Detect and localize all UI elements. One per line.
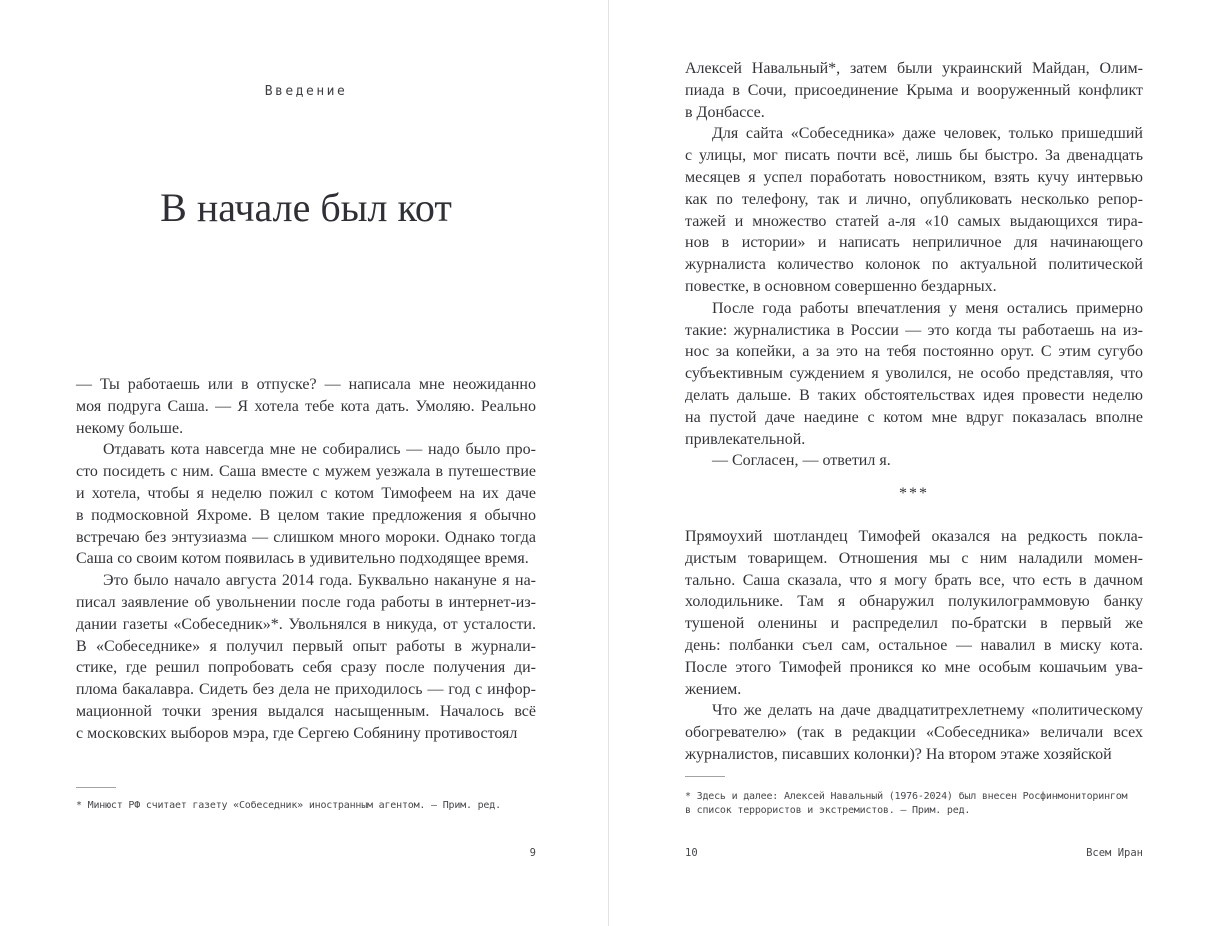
footer-left-page (76, 847, 536, 859)
text-line: в подмосковной Яхроме. В целом такие предложения я обычно (76, 506, 536, 524)
text-line: некому больше. (76, 419, 184, 437)
text-line: привлекательной. (685, 430, 806, 448)
text-line: тушеной оленины и распределил по-братски в первый же (685, 615, 1143, 633)
text-line: как по телефону, так и лично, опубликовать несколько репор- (685, 190, 1143, 208)
text-line: После года работы впечатления у меня остались примерно (712, 299, 1143, 317)
footnote-line: * Минюст РФ считает газету «Собеседник» иностранным агентом. — Прим. ред. (76, 800, 501, 811)
text-line: тажей и множество статей а-ля «10 самых выдающихся тира- (685, 212, 1143, 230)
footnote-left (76, 799, 536, 813)
text-line: журналиста количество колонок по актуальной политической (685, 256, 1143, 274)
text-line: моя подруга Саша. — Я хотела тебе кота дать. Умоляю. Реально (76, 397, 536, 415)
text-line: в Донбассе. (685, 103, 765, 121)
text-line: холодильнике. Там я обнаружил полукилограммовую банку (685, 593, 1143, 611)
page-number-left-page: 9 (529, 847, 536, 859)
text-line: нос за копейки, а за это на тебя постоянно орут. С этим сугубо (685, 343, 1143, 361)
text-line: Отдавать кота навсегда мне не собирались — надо было про- (103, 441, 536, 459)
text-line: с улицы, мог писать почти всё, лишь бы быстро. За двенадцать (685, 147, 1143, 165)
text-line: сто посидеть с ним. Саша вместе с мужем уезжала в путешествие (76, 463, 536, 481)
text-line: Саша со своим котом появилась в удивительно подходящее время. (76, 550, 529, 568)
text-line: мационной точки зрения выдался насыщенным. Началось всё (76, 702, 536, 720)
text-line: встречаю без энтузиазма — слишком много мороки. Однако тогда (76, 528, 536, 546)
text-line: месяцев я успел поработать новостником, взять кучу интервью (685, 168, 1143, 186)
text-line: В «Собеседнике» я получил первый опыт работы в журнали- (76, 637, 536, 655)
text-line: делать дальше. В таких обстоятельствах идея провести неделю (685, 386, 1143, 404)
section-separator: *** (899, 485, 929, 503)
text-line: — Согласен, — ответил я. (712, 452, 891, 470)
text-line: тально. Саша сказала, что я могу брать все, что есть в дачном (685, 571, 1143, 589)
text-line: на пустой даче наедине с котом мне вдруг показалась вполне (685, 408, 1143, 426)
text-line: плома бакалавра. Сидеть без дела не приходилось — год с инфор- (76, 681, 536, 699)
text-line: повестке, в основном совершенно бездарных. (685, 277, 997, 295)
text-line: — Ты работаешь или в отпуске? — написала мне неожиданно (76, 376, 536, 393)
text-line: обогревателю» (так в редакции «Собеседника» величали всех (685, 724, 1143, 742)
footnote-right (685, 790, 1143, 818)
body-text-left (76, 374, 536, 745)
text-line: пиада в Сочи, присоединение Крыма и вооруженный конфликт (685, 81, 1143, 99)
text-line: стике, где решил попробовать себя сразу после получения ди- (76, 659, 536, 677)
text-line: субъективным суждением я уволился, не особо представляя, что (685, 365, 1143, 383)
chapter-kicker: Введение (264, 84, 348, 99)
text-line: Алексей Навальный*, затем были украинский Майдан, Олим- (685, 60, 1143, 77)
running-title: Всем Иран (1086, 847, 1143, 859)
text-line: такие: журналистика в России — это когда ты работаешь на из- (685, 321, 1143, 339)
chapter-title: В начале был кот (160, 185, 452, 230)
text-line: Для сайта «Собеседника» даже человек, только пришедший (712, 125, 1143, 143)
text-line: писал заявление об увольнении после года работы в интернет-из- (76, 593, 536, 611)
body-text-right (685, 58, 1143, 766)
text-line: с московских выборов мэра, где Сергею Собянину противостоял (76, 724, 518, 742)
footnote-rule-right (685, 776, 725, 777)
footer-right-page (685, 847, 1143, 859)
page-left (76, 0, 536, 926)
text-line: дистым товарищем. Отношения мы с ним наладили момен- (685, 549, 1143, 567)
text-line: Что же делать на даче двадцатитрехлетнему «политическому (712, 702, 1143, 720)
text-line: журналистов, писавших колонки)? На втором этаже хозяйской (685, 745, 1112, 763)
footnote-line: в список террористов и экстремистов. — Прим. ред. (685, 805, 971, 816)
text-line: Это было начало августа 2014 года. Буквально накануне я на- (103, 572, 536, 590)
text-line: день: полбанки съел сам, остальное — навалил в миску кота. (685, 636, 1143, 654)
page-number-right-page: 10 (685, 847, 698, 859)
page-gutter-divider (608, 0, 609, 926)
text-line: нов в истории» и написать неприличное для начинающего (685, 234, 1143, 252)
text-line: дании газеты «Собеседник»*. Увольнялся в никуда, от усталости. (76, 615, 536, 633)
text-line: После этого Тимофей проникся ко мне особым кошачьим ува- (685, 658, 1143, 676)
text-line: и хотела, чтобы я неделю пожил с котом Тимофеем на их даче (76, 484, 536, 502)
footnote-rule-left (76, 787, 116, 788)
page-right (685, 0, 1143, 926)
text-line: Прямоухий шотландец Тимофей оказался на редкость покла- (685, 527, 1143, 545)
footnote-line: * Здесь и далее: Алексей Навальный (1976-2024) был внесен Росфинмониторингом (685, 791, 1128, 802)
text-line: жением. (685, 680, 742, 698)
